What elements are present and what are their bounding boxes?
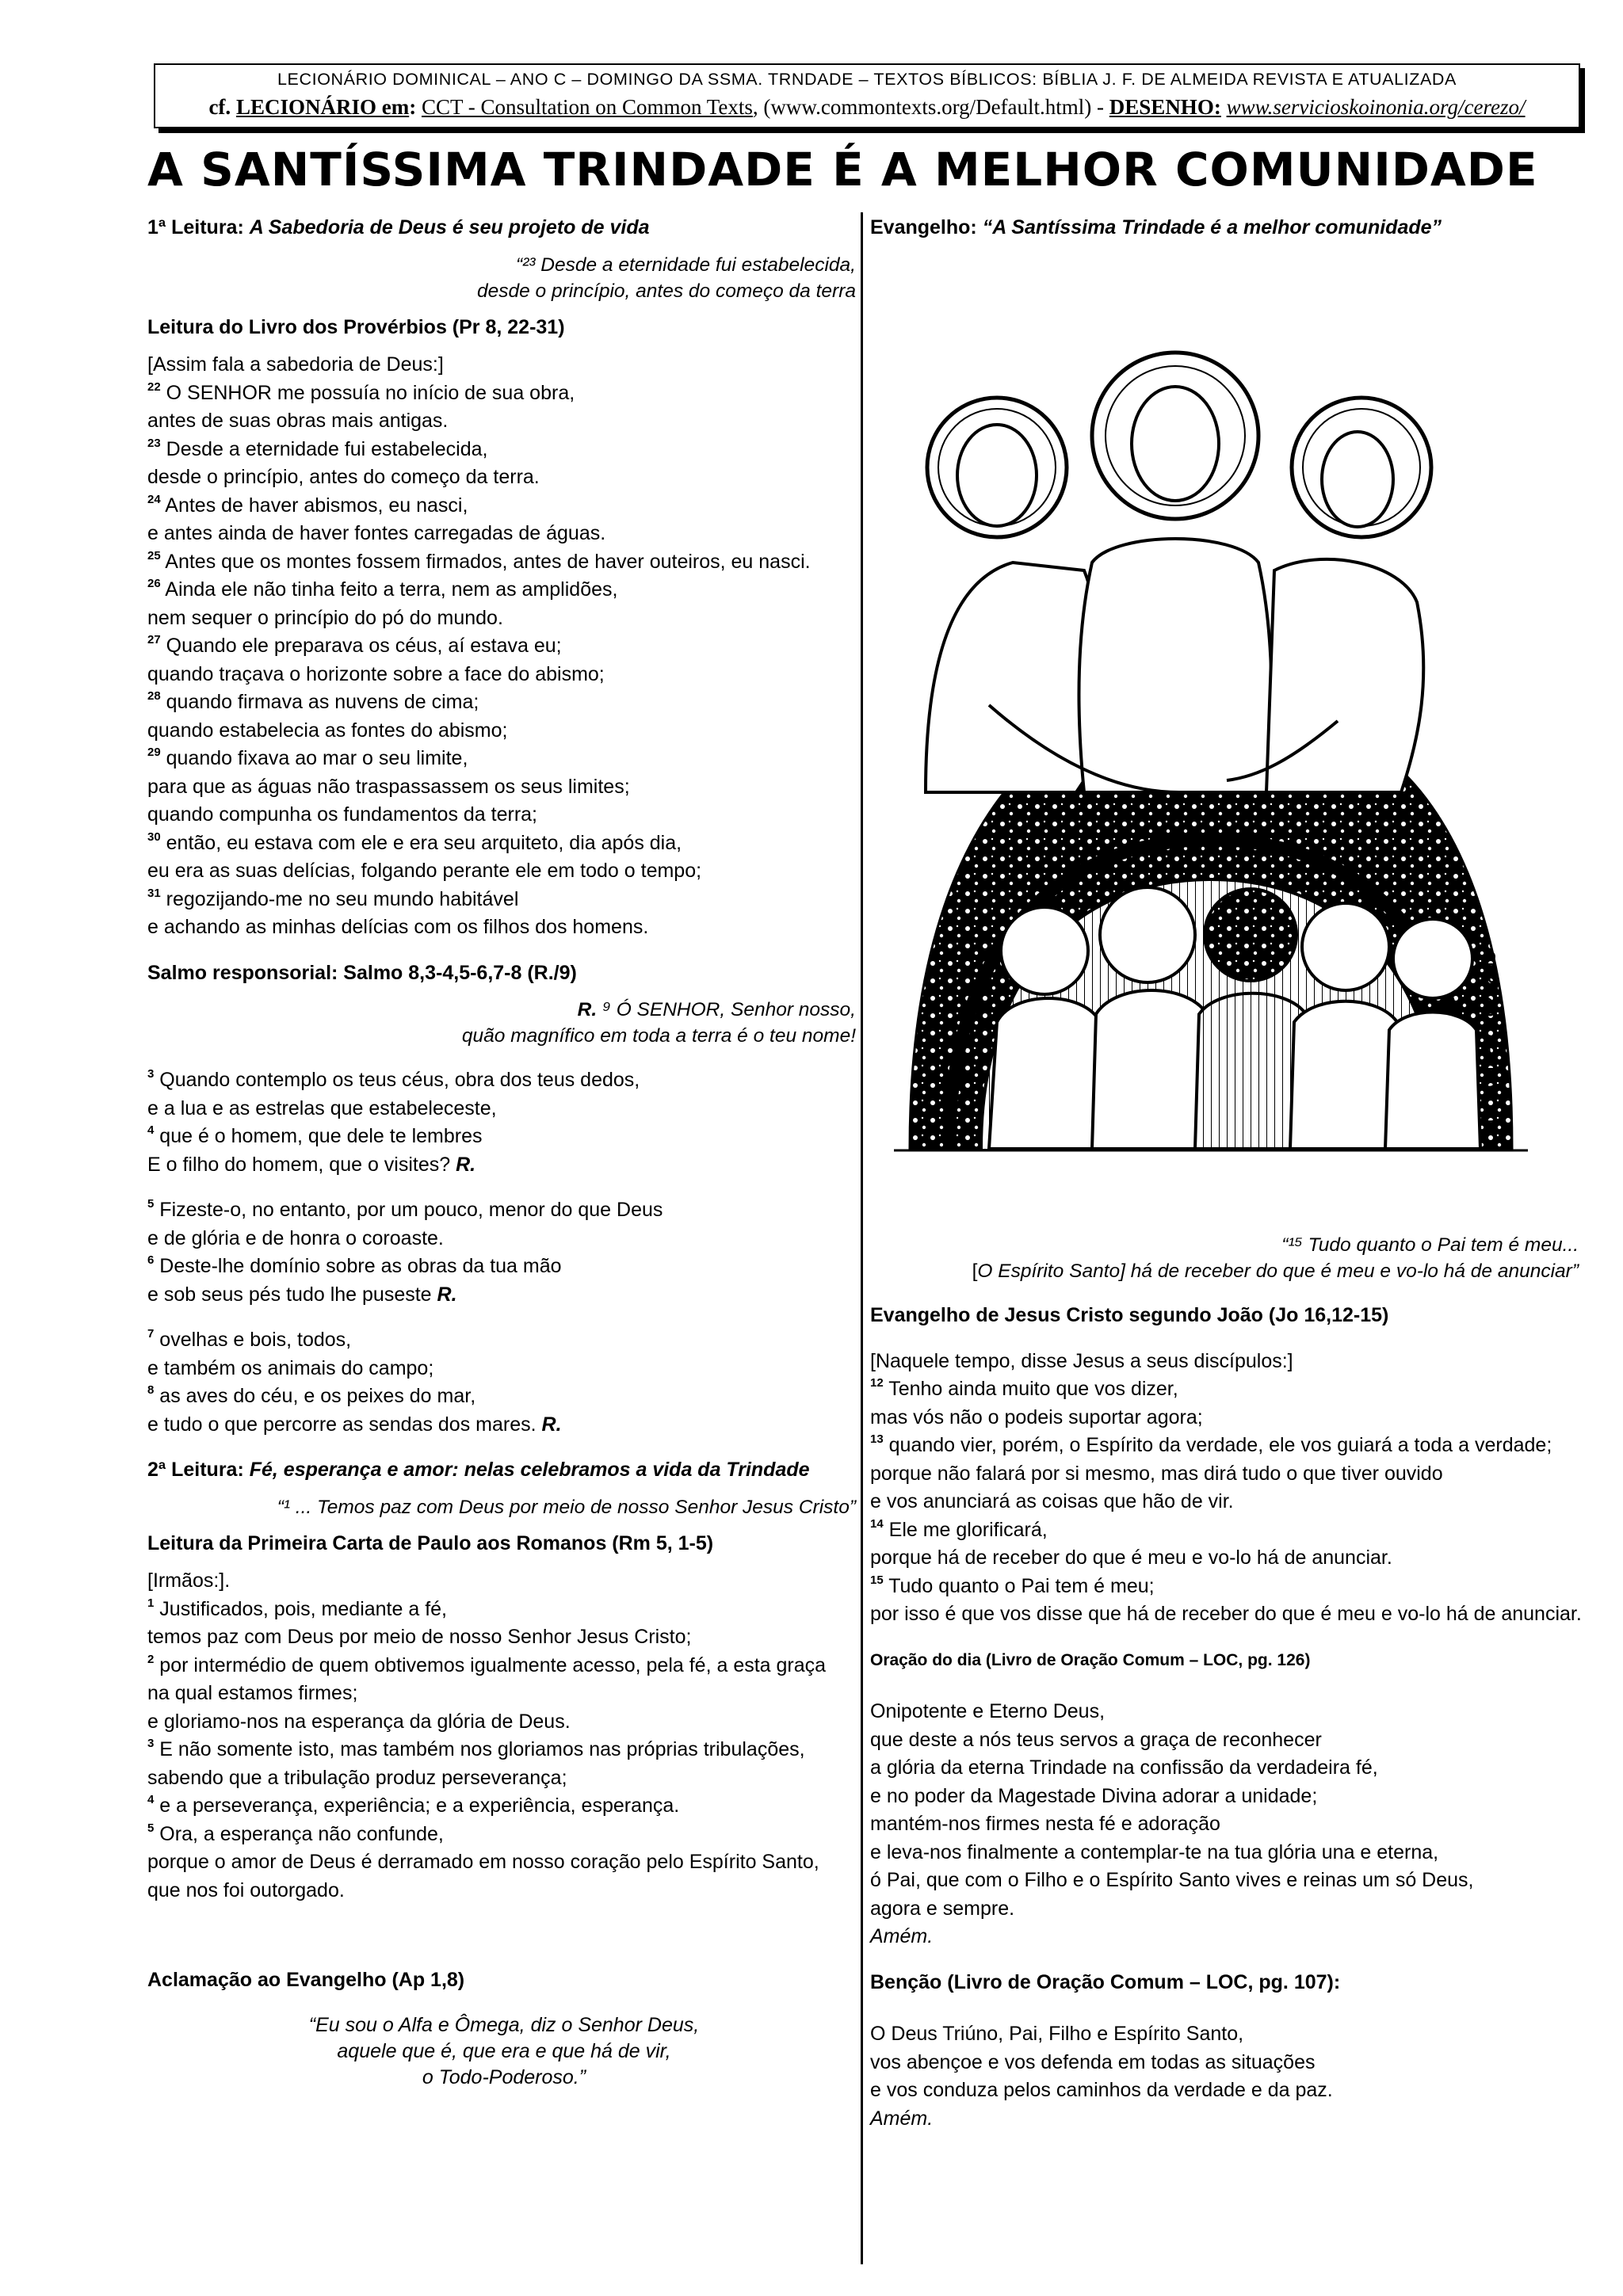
proverbs-line: [147, 436, 861, 464]
verse-text: porque o amor de Deus é derramado em nosso coração pelo Espírito Santo,: [147, 1851, 819, 1873]
proverbs-line: [147, 688, 861, 717]
romans-line: [147, 1680, 861, 1708]
reading1-heading: [147, 214, 861, 242]
romans-line: [147, 1736, 861, 1764]
prayer-title: Oração do dia (Livro de Oração Comum – LOC, pg. 126): [870, 1650, 1311, 1669]
john-line: [870, 1404, 1583, 1432]
verse-number: 2: [147, 1652, 155, 1666]
proverbs-line: [147, 605, 861, 633]
proverbs-line: [147, 492, 861, 521]
verse-text: [Irmãos:].: [147, 1569, 231, 1592]
john-line: [870, 1375, 1583, 1404]
verse-number: 7: [147, 1327, 155, 1341]
romans-line: [147, 1792, 861, 1821]
verse-text: quando traçava o horizonte sobre a face do abismo;: [147, 662, 605, 685]
verse-text: Quando contemplo os teus céus, obra dos teus dedos,: [159, 1069, 640, 1091]
verse-text: [Naquele tempo, disse Jesus a seus discípulos:]: [870, 1349, 1293, 1372]
verse-number: 28: [147, 689, 161, 703]
verse-number: 26: [147, 577, 161, 590]
header-box: [154, 63, 1580, 128]
verse-number: 4: [147, 1793, 155, 1806]
psalm-line: [147, 1355, 861, 1383]
blessing-line: vos abençoe e vos defenda em todas as situações: [870, 2050, 1316, 2073]
prayer-line: ó Pai, que com o Filho e o Espírito Santo vives e reinas um só Deus,: [870, 1869, 1474, 1891]
john-line: [870, 1348, 1583, 1376]
psalm-stanza-3: [147, 1326, 861, 1439]
john-line: [870, 1600, 1583, 1629]
prayer-line: Onipotente e Eterno Deus,: [870, 1700, 1106, 1722]
john-line: [870, 1573, 1583, 1601]
verse-text: e gloriamo-nos na esperança da glória de Deus.: [147, 1710, 571, 1733]
verse-text: Tudo quanto o Pai tem é meu;: [888, 1574, 1155, 1597]
psalm-response-line1: R. ⁹ Ó SENHOR, Senhor nosso,: [577, 999, 856, 1020]
verse-text: Tenho ainda muito que vos dizer,: [888, 1378, 1178, 1400]
verse-text: ovelhas e bois, todos,: [159, 1329, 352, 1351]
header-line1: LECIONÁRIO DOMINICAL – ANO C – DOMINGO DA SSMA. TRNDADE – TEXTOS BÍBLICOS: BÍBLIA J. F. DE ALMEIDA REVISTA E ATUALIZADA: [277, 70, 1457, 89]
blessing-line: e vos conduza pelos caminhos da verdade e da paz.: [870, 2079, 1333, 2101]
verse-text: então, eu estava com ele e era seu arquiteto, dia após dia,: [166, 831, 682, 854]
verse-text: sabendo que a tribulação produz perseverança;: [147, 1766, 567, 1789]
verse-text: Antes que os montes fossem firmados, antes de haver outeiros, eu nasci.: [165, 550, 811, 573]
verse-number: 12: [870, 1376, 884, 1390]
psalm-stanza-2: [147, 1196, 861, 1309]
verse-text: Ele me glorificará,: [888, 1518, 1048, 1541]
psalm-line: [147, 1281, 861, 1310]
verse-text: para que as águas não traspassassem os seus limites;: [147, 775, 630, 798]
reading2-label: 2ª Leitura:: [147, 1459, 244, 1481]
response-marker: R.: [450, 1153, 476, 1176]
verse-text: quando vier, porém, o Espírito da verdade, ele vos guiará a toda a verdade;: [888, 1434, 1552, 1456]
john-line: [870, 1488, 1583, 1516]
header-url: , (www.commontexts.org/Default.html) -: [752, 95, 1109, 119]
verse-text: por intermédio de quem obtivemos igualmente acesso, pela fé, a esta graça: [159, 1653, 827, 1676]
gospel-quote-line2: [O Espírito Santo] há de receber do que é meu e vo-lo há de anunciar”: [972, 1261, 1579, 1282]
verse-number: 29: [147, 746, 161, 759]
reading2-source: Leitura da Primeira Carta de Paulo aos Romanos (Rm 5, 1-5): [147, 1531, 714, 1554]
john-line: [870, 1516, 1583, 1545]
proverbs-line: [147, 351, 861, 379]
proverbs-line: [147, 520, 861, 548]
psalm-line: [147, 1383, 861, 1411]
proverbs-line: [147, 632, 861, 661]
verse-text: as aves do céu, e os peixes do mar,: [159, 1385, 476, 1407]
romans-line: [147, 1764, 861, 1793]
psalm-line: [147, 1253, 861, 1281]
john-line: [870, 1544, 1583, 1573]
prayer-amen: Amém.: [870, 1925, 934, 1947]
verse-number: 27: [147, 633, 161, 646]
verse-text: e também os animais do campo;: [147, 1356, 434, 1379]
prayer-line: mantém-nos firmes nesta fé e adoração: [870, 1813, 1220, 1835]
gospel-title: “A Santíssima Trindade é a melhor comunidade”: [982, 216, 1442, 238]
reading1-label: 1ª Leitura:: [147, 216, 244, 238]
verse-text: e sob seus pés tudo lhe puseste: [147, 1283, 432, 1306]
verse-number: 5: [147, 1197, 155, 1211]
verse-text: quando firmava as nuvens de cima;: [166, 691, 479, 713]
verse-text: E não somente isto, mas também nos gloriamos nas próprias tribulações,: [159, 1738, 805, 1760]
acclamation-line1: “Eu sou o Alfa e Ômega, diz o Senhor Deus,: [308, 2013, 700, 2036]
blessing-text: [870, 2020, 1583, 2105]
prayer-line: a glória da eterna Trindade na confissão da verdadeira fé,: [870, 1756, 1378, 1779]
verse-text: que nos foi outorgado.: [147, 1878, 345, 1901]
proverbs-line: [147, 379, 861, 408]
verse-text: e vos anunciará as coisas que hão de vir.: [870, 1490, 1234, 1512]
verse-text: Ora, a esperança não confunde,: [159, 1822, 444, 1845]
john-text: [870, 1348, 1583, 1629]
verse-number: 30: [147, 830, 161, 844]
verse-text: e tudo o que percorre as sendas dos mares.: [147, 1413, 537, 1436]
verse-text: [Assim fala a sabedoria de Deus:]: [147, 353, 444, 376]
verse-text: mas vós não o podeis suportar agora;: [870, 1405, 1203, 1428]
verse-text: e a perseverança, experiência; e a experiência, esperança.: [159, 1794, 680, 1817]
blessing-amen: Amém.: [870, 2107, 934, 2130]
verse-number: 23: [147, 436, 161, 450]
reading1-quote-line1: “²³ Desde a eternidade fui estabelecida,: [515, 254, 856, 276]
prayer-line: e leva-nos finalmente a contemplar-te na tua glória una e eterna,: [870, 1840, 1439, 1863]
verse-text: nem sequer o princípio do pó do mundo.: [147, 606, 503, 629]
verse-text: Fizeste-o, no entanto, por um pouco, menor do que Deus: [159, 1199, 663, 1221]
romans-line: [147, 1623, 861, 1652]
romans-text: [147, 1567, 861, 1905]
verse-number: 24: [147, 492, 161, 506]
gospel-source: Evangelho de Jesus Cristo segundo João (Jo 16,12-15): [870, 1304, 1389, 1326]
reading1-title: A Sabedoria de Deus é seu projeto de vida: [249, 216, 650, 238]
verse-number: 3: [147, 1067, 155, 1081]
verse-text: e antes ainda de haver fontes carregadas de águas.: [147, 522, 606, 544]
reading1-source: Leitura do Livro dos Provérbios (Pr 8, 22-31): [147, 315, 565, 338]
psalm-response-line2: quão magnífico em toda a terra é o teu nome!: [461, 1025, 856, 1047]
verse-text: regozijando-me no seu mundo habitável: [166, 887, 519, 910]
verse-text: quando compunha os fundamentos da terra;: [147, 803, 538, 826]
proverbs-text: [147, 351, 861, 942]
verse-number: 14: [870, 1516, 884, 1531]
psalm-line: [147, 1095, 861, 1123]
verse-text: quando estabelecia as fontes do abismo;: [147, 719, 508, 742]
verse-text: Justificados, pois, mediante a fé,: [159, 1597, 447, 1620]
column-divider: [861, 212, 863, 2264]
prayer-line: agora e sempre.: [870, 1897, 1015, 1920]
proverbs-line: [147, 801, 861, 830]
reading2-heading: [147, 1456, 861, 1485]
verse-text: que é o homem, que dele te lembres: [159, 1125, 483, 1147]
verse-text: e de glória e de honra o coroaste.: [147, 1226, 444, 1249]
verse-text: E o filho do homem, que o visites?: [147, 1153, 451, 1176]
romans-line: [147, 1596, 861, 1624]
left-column: [147, 214, 861, 2091]
verse-text: porque há de receber do que é meu e vo-lo há de anunciar.: [870, 1547, 1392, 1569]
header-line2: [155, 95, 1579, 120]
verse-number: 8: [147, 1383, 155, 1397]
response-marker: R.: [431, 1283, 457, 1306]
verse-text: Desde a eternidade fui estabelecida,: [166, 437, 488, 460]
psalm-line: [147, 1326, 861, 1355]
proverbs-line: [147, 857, 861, 886]
gospel-heading: [870, 214, 1583, 242]
psalm-line: [147, 1225, 861, 1253]
response-marker: R.: [536, 1413, 562, 1436]
verse-number: 13: [870, 1432, 884, 1446]
verse-text: O SENHOR me possuía no início de sua obra,: [166, 381, 575, 404]
psalm-line: [147, 1123, 861, 1151]
reading1-quote-line2: desde o princípio, antes do começo da terra: [476, 280, 856, 302]
romans-line: [147, 1708, 861, 1737]
verse-text: na qual estamos firmes;: [147, 1682, 358, 1704]
verse-number: 5: [147, 1821, 155, 1835]
acclamation-title: Aclamação ao Evangelho (Ap 1,8): [147, 1969, 465, 1991]
verse-text: porque não falará por si mesmo, mas dirá tudo o que tiver ouvido: [870, 1462, 1443, 1485]
page-title: A SANTÍSSIMA TRINDADE É A MELHOR COMUNIDADE: [147, 143, 1538, 196]
reading2-title: Fé, esperança e amor: nelas celebramos a vida da Trindade: [249, 1459, 810, 1481]
verse-text: desde o princípio, antes do começo da terra.: [147, 466, 540, 488]
proverbs-line: [147, 661, 861, 689]
acclamation-line3: o Todo-Poderoso.”: [422, 2065, 586, 2088]
verse-number: 22: [147, 379, 161, 394]
romans-line: [147, 1848, 861, 1877]
acclamation-line2: aquele que é, que era e que há de vir,: [337, 2039, 671, 2062]
header-cct-link[interactable]: CCT - Consultation on Common Texts: [421, 95, 753, 119]
trinity-illustration: [894, 349, 1528, 1180]
prayer-line: que deste a nós teus servos a graça de reconhecer: [870, 1728, 1322, 1751]
header-cf: cf.: [208, 95, 231, 119]
john-line: [870, 1460, 1583, 1489]
header-lecionario: LECIONÁRIO em: [235, 95, 410, 119]
romans-line: [147, 1652, 861, 1680]
verse-text: e a lua e as estrelas que estabeleceste,: [147, 1097, 497, 1119]
verse-number: 3: [147, 1737, 155, 1750]
verse-number: 6: [147, 1253, 155, 1267]
header-desenho-link[interactable]: www.servicioskoinonia.org/cerezo/: [1226, 95, 1526, 119]
verse-text: Antes de haver abismos, eu nasci,: [165, 494, 468, 517]
proverbs-line: [147, 463, 861, 492]
verse-text: e achando as minhas delícias com os filhos dos homens.: [147, 916, 649, 938]
proverbs-line: [147, 773, 861, 802]
verse-text: quando fixava ao mar o seu limite,: [166, 747, 468, 769]
verse-number: 31: [147, 886, 161, 900]
john-line: [870, 1432, 1583, 1460]
gospel-label: Evangelho:: [870, 216, 977, 238]
header-colon: :: [409, 95, 417, 119]
proverbs-line: [147, 717, 861, 746]
reading2-quote: “¹ ... Temos paz com Deus por meio de nosso Senhor Jesus Cristo”: [277, 1496, 856, 1518]
header-desenho: DESENHO:: [1109, 95, 1221, 119]
romans-line: [147, 1821, 861, 1849]
prayer-text: [870, 1698, 1583, 1923]
verse-number: 1: [147, 1596, 155, 1610]
blessing-title: Benção (Livro de Oração Comum – LOC, pg. 107):: [870, 1970, 1341, 1993]
romans-line: [147, 1877, 861, 1905]
right-column: [870, 214, 1583, 242]
proverbs-line: [147, 576, 861, 605]
verse-text: Quando ele preparava os céus, aí estava eu;: [166, 635, 562, 657]
blessing-line: O Deus Triúno, Pai, Filho e Espírito Santo,: [870, 2023, 1244, 2045]
psalm-line: [147, 1066, 861, 1095]
proverbs-line: [147, 886, 861, 914]
gospel-quote-line1: “¹⁵ Tudo quanto o Pai tem é meu...: [1281, 1234, 1579, 1256]
right-column-lower: [870, 1232, 1583, 2133]
verse-text: por isso é que vos disse que há de receber do que é meu e vo-lo há de anunciar.: [870, 1603, 1582, 1625]
verse-number: 25: [147, 548, 161, 563]
illustration-signature: CEREZO BARREDO 00: [1480, 951, 1498, 1123]
psalm-stanza-1: [147, 1066, 861, 1179]
psalm-line: [147, 1196, 861, 1225]
prayer-line: e no poder da Magestade Divina adorar a unidade;: [870, 1784, 1318, 1807]
verse-text: eu era as suas delícias, folgando perante ele em todo o tempo;: [147, 860, 702, 882]
verse-text: Deste-lhe domínio sobre as obras da tua mão: [159, 1255, 562, 1277]
proverbs-line: [147, 913, 861, 942]
proverbs-line: [147, 830, 861, 858]
verse-text: Ainda ele não tinha feito a terra, nem as amplidões,: [165, 578, 618, 601]
proverbs-line: [147, 407, 861, 436]
proverbs-line: [147, 548, 861, 577]
romans-line: [147, 1567, 861, 1596]
verse-number: 4: [147, 1123, 155, 1137]
verse-text: antes de suas obras mais antigas.: [147, 410, 449, 432]
psalm-line: [147, 1151, 861, 1180]
proverbs-line: [147, 745, 861, 773]
verse-number: 15: [870, 1573, 884, 1587]
psalm-title: Salmo responsorial: Salmo 8,3-4,5-6,7-8 (R./9): [147, 961, 577, 984]
verse-text: temos paz com Deus por meio de nosso Senhor Jesus Cristo;: [147, 1626, 692, 1648]
psalm-line: [147, 1411, 861, 1440]
